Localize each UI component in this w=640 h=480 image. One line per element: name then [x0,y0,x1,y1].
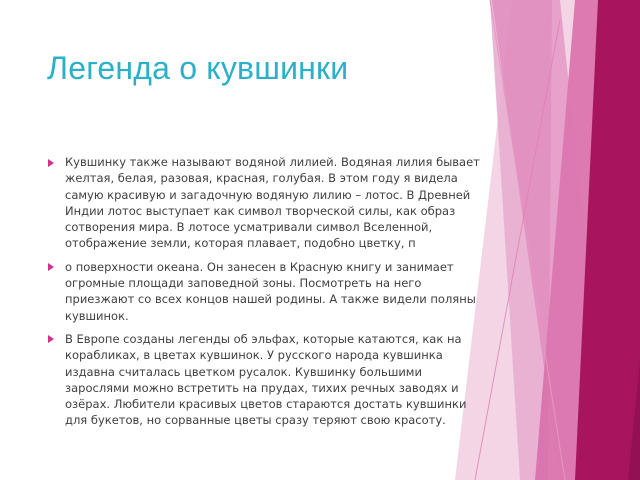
triangle-bullet-icon [48,159,54,167]
slide-body [48,154,488,436]
slide-title: Легенда о кувшинки [47,50,349,86]
triangle-bullet-icon [48,335,54,343]
bullet-text: В Европе созданы легенды об эльфах, которые катаются, как на корабликах, в цветах кувшинок. У русского народа кувшинка издавна считалась цветком русалок. Кувшинку большими зарослями можно встретить на прудах, тихих речных заводях и озёрах. Любители красивых цветов стараются достать кувшинки для букетов, но сорванные цветы сразу теряют свою красоту. [65,331,467,428]
triangle-bullet-icon [48,263,54,271]
bullet-text: Кувшинку также называют водяной лилией. Водяная лилия бывает желтая, белая, разовая, красная, голубая. В этом году я видела самую красивую и загадочную водяную лилию – лотос. В Древней Индии лотос выступает как символ творческой силы, как образ сотворения мира. В лотосе усматривали символ Вселенной, отображение земли, которая плавает, подобно цветку, п [65,155,480,251]
bullet-item-1 [48,154,488,252]
bullet-item-3 [48,331,488,429]
bullet-item-2 [48,259,488,324]
bullet-text: о поверхности океана. Он занесен в Красную книгу и занимает огромные площади заповедной зоны. Посмотреть на него приезжают со всех концов нашей родины. А также видели поляны кувшинок. [65,259,476,323]
